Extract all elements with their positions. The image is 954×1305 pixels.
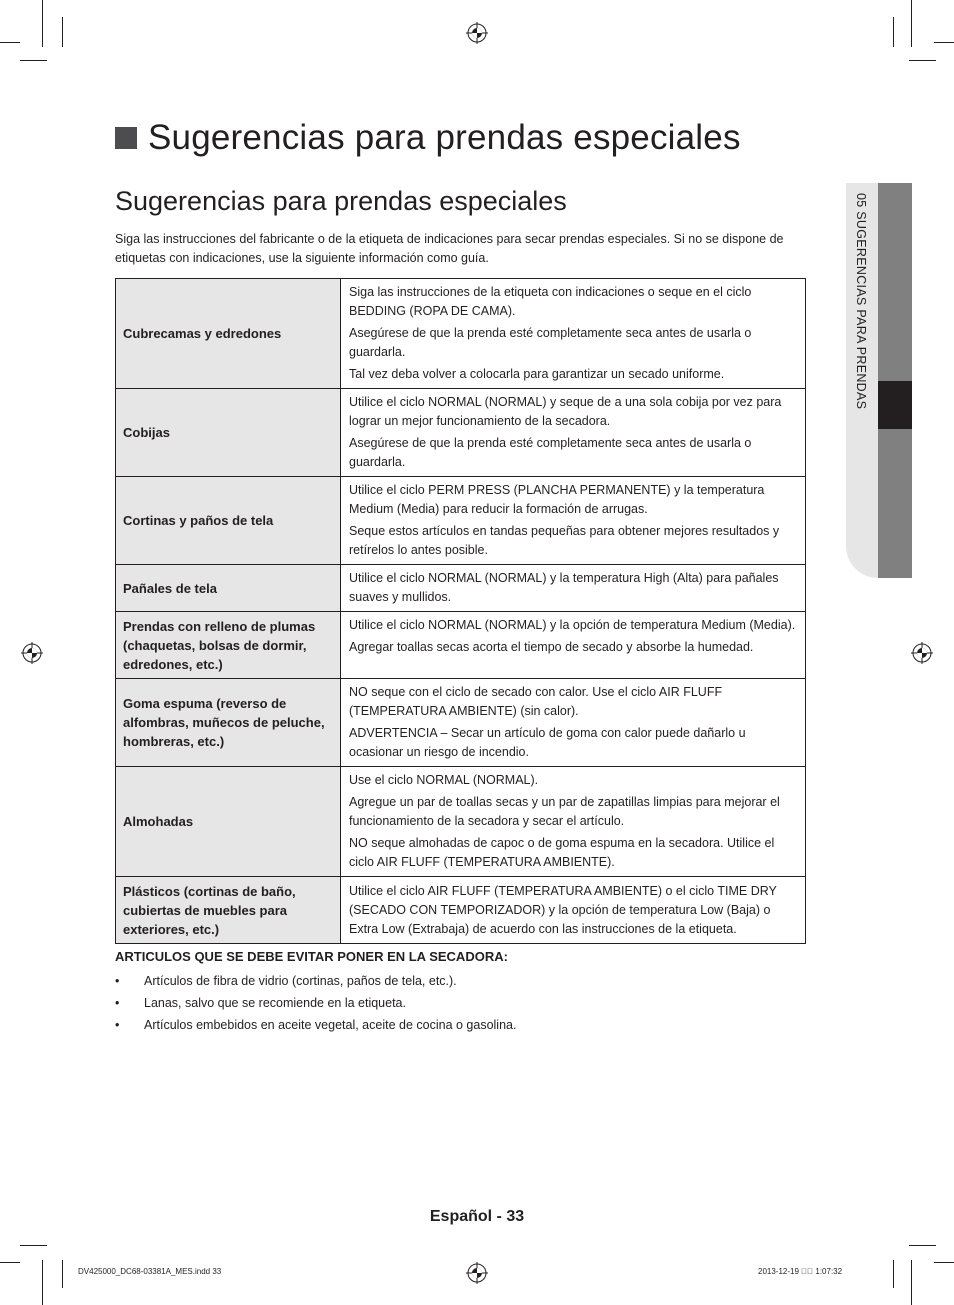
description-line: Agregue un par de toallas secas y un par de zapatillas limpias para mejorar el funcionamiento de la secadora y secar el artículo. xyxy=(349,795,780,828)
table-row xyxy=(116,767,806,877)
item-cell: Goma espuma (reverso de alfombras, muñecos de peluche, hombreras, etc.) xyxy=(116,679,341,767)
crop-mark xyxy=(909,60,936,61)
table-row xyxy=(116,279,806,389)
crop-mark xyxy=(20,1245,47,1246)
description-line: Utilice el ciclo NORMAL (NORMAL) y la temperatura High (Alta) para pañales suaves y mullidos. xyxy=(349,571,779,604)
description-line: Siga las instrucciones de la etiqueta con indicaciones o seque en el ciclo BEDDING (ROPA DE CAMA). xyxy=(349,285,752,318)
list-item-text: Artículos embebidos en aceite vegetal, aceite de cocina o gasolina. xyxy=(144,1018,517,1032)
item-cell: Plásticos (cortinas de baño, cubiertas de muebles para exteriores, etc.) xyxy=(116,877,341,944)
description-cell xyxy=(341,565,806,612)
description-line: Asegúrese de que la prenda esté completamente seca antes de usarla o guardarla. xyxy=(349,436,752,469)
date-slug: 2013-12-19 ￿￿ 1:07:32 xyxy=(758,1267,843,1276)
side-tab-marker xyxy=(878,381,912,429)
bullet-icon: • xyxy=(115,1018,120,1032)
crop-mark xyxy=(911,0,912,47)
list-item xyxy=(115,970,516,992)
crop-mark xyxy=(934,42,954,43)
crop-mark xyxy=(0,42,20,43)
side-tab-label: 05 SUGERENCIAS PARA PRENDAS xyxy=(854,193,868,410)
table-row xyxy=(116,477,806,565)
crop-mark xyxy=(42,1260,43,1305)
description-line: ADVERTENCIA – Secar un artículo de goma con calor puede dañarlo u ocasionar un riesgo de incendio. xyxy=(349,726,746,759)
page-number: Español - 33 xyxy=(429,1208,525,1225)
description-line: Seque estos artículos en tandas pequeñas para obtener mejores resultados y retírelos lo antes posible. xyxy=(349,524,780,557)
section-intro: Siga las instrucciones del fabricante o de la etiqueta de indicaciones para secar prendas especiales. Si no se dispone de etiquetas con indicaciones, use la siguiente información como guía. xyxy=(115,232,784,265)
crop-mark xyxy=(911,1260,912,1305)
crop-mark xyxy=(62,17,63,47)
description-line: NO seque con el ciclo de secado con calor. Use el ciclo AIR FLUFF (TEMPERATURA AMBIENTE) (sin calor). xyxy=(349,685,723,718)
description-cell xyxy=(341,279,806,389)
crop-mark xyxy=(62,1260,63,1288)
avoid-list xyxy=(115,970,516,1036)
description-line: Utilice el ciclo NORMAL (NORMAL) y la opción de temperatura Medium (Media). xyxy=(349,618,796,632)
title-square-icon xyxy=(115,127,137,149)
crop-mark xyxy=(0,1262,20,1263)
list-item xyxy=(115,992,516,1014)
table-row xyxy=(116,679,806,767)
section-title: Sugerencias para prendas especiales xyxy=(115,186,567,216)
list-item xyxy=(115,1014,516,1036)
description-line: Utilice el ciclo NORMAL (NORMAL) y seque de a una sola cobija por vez para lograr un mejor funcionamiento de la secadora. xyxy=(349,395,782,428)
avoid-heading: ARTICULOS QUE SE DEBE EVITAR PONER EN LA SECADORA: xyxy=(115,949,508,964)
chapter-side-tab xyxy=(846,183,912,578)
description-cell xyxy=(341,877,806,944)
crop-mark xyxy=(893,17,894,47)
crop-mark xyxy=(909,1245,936,1246)
item-cell: Prendas con relleno de plumas (chaquetas, bolsas de dormir, edredones, etc.) xyxy=(116,612,341,679)
description-line: Agregar toallas secas acorta el tiempo de secado y absorbe la humedad. xyxy=(349,640,754,654)
item-cell: Pañales de tela xyxy=(116,565,341,612)
crop-mark xyxy=(20,60,47,61)
description-line: Utilice el ciclo PERM PRESS (PLANCHA PERMANENTE) y la temperatura Medium (Media) para reducir la formación de arrugas. xyxy=(349,483,765,516)
item-cell: Cobijas xyxy=(116,389,341,477)
table-row xyxy=(116,565,806,612)
registration-mark-icon xyxy=(21,642,43,664)
description-cell xyxy=(341,389,806,477)
description-line: Asegúrese de que la prenda esté completamente seca antes de usarla o guardarla. xyxy=(349,326,752,359)
description-line: Utilice el ciclo AIR FLUFF (TEMPERATURA AMBIENTE) o el ciclo TIME DRY (SECADO CON TEMPORIZADOR) y la opción de temperatura Low (Baja) o Extra Low (Extrabaja) de acuerdo con las instrucciones de la etiqueta. xyxy=(349,883,777,936)
registration-mark-icon xyxy=(466,22,488,44)
page-title-text: Sugerencias para prendas especiales xyxy=(148,118,741,157)
description-line: Use el ciclo NORMAL (NORMAL). xyxy=(349,773,539,787)
crop-mark xyxy=(893,1260,894,1288)
item-cell: Almohadas xyxy=(116,767,341,877)
page-title xyxy=(115,118,741,158)
item-cell: Cubrecamas y edredones xyxy=(116,279,341,389)
description-line: NO seque almohadas de capoc o de goma espuma en la secadora. Utilice el ciclo AIR FLUFF (TEMPERATURA AMBIENTE). xyxy=(349,836,775,869)
registration-mark-icon xyxy=(466,1262,488,1284)
description-line: Tal vez deba volver a colocarla para garantizar un secado uniforme. xyxy=(349,367,725,381)
description-cell xyxy=(341,679,806,767)
crop-mark xyxy=(42,0,43,47)
bullet-icon: • xyxy=(115,974,120,988)
description-cell xyxy=(341,477,806,565)
file-slug: DV425000_DC68-03381A_MES.indd 33 xyxy=(78,1267,222,1276)
table-row xyxy=(116,612,806,679)
bullet-icon: • xyxy=(115,996,120,1010)
special-garments-table xyxy=(115,278,806,944)
registration-mark-icon xyxy=(911,642,933,664)
table-row xyxy=(116,877,806,944)
item-cell: Cortinas y paños de tela xyxy=(116,477,341,565)
table-row xyxy=(116,389,806,477)
description-cell xyxy=(341,767,806,877)
description-cell xyxy=(341,612,806,679)
list-item-text: Lanas, salvo que se recomiende en la etiqueta. xyxy=(144,996,406,1010)
list-item-text: Artículos de fibra de vidrio (cortinas, paños de tela, etc.). xyxy=(144,974,457,988)
crop-mark xyxy=(934,1262,954,1263)
